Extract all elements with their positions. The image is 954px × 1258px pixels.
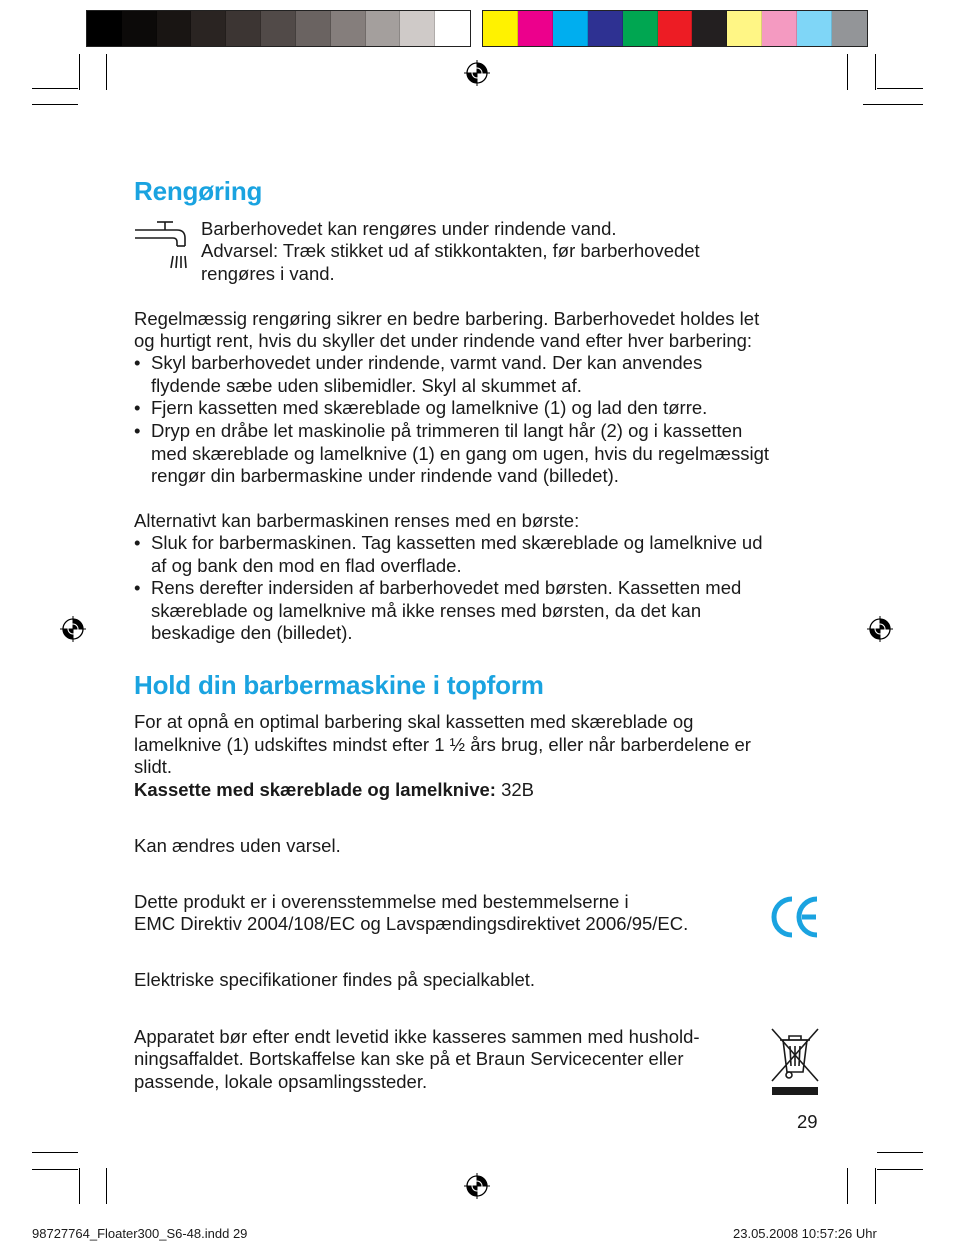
color-swatch [658, 11, 693, 46]
disposal-line: passende, lokale opsamlingssteder. [134, 1071, 428, 1092]
water-tap-icon [133, 220, 189, 272]
intro-line: Advarsel: Træk stikket ud af stikkontakten, før barberhovedet [201, 240, 700, 261]
crop-mark [877, 1152, 923, 1153]
compliance-line: EMC Direktiv 2004/108/EC og Lavspændingsdirektivet 2006/95/EC. [134, 913, 689, 934]
registration-mark-icon [464, 1173, 490, 1199]
footer-file-info: 98727764_Floater300_S6-48.indd 29 [32, 1226, 248, 1241]
paragraph-line: Alternativt kan barbermaskinen renses med en børste: [134, 510, 580, 531]
paragraph-line: lamelknive (1) udskiftes mindst efter 1 ½ års brug, eller når barberdelene er [134, 734, 751, 755]
color-swatch [553, 11, 588, 46]
crop-mark [877, 1169, 923, 1170]
color-swatch [191, 11, 226, 46]
color-swatch [727, 11, 762, 46]
color-swatch [692, 11, 727, 46]
color-swatch [400, 11, 435, 46]
page-number: 29 [797, 1111, 818, 1132]
color-swatch [623, 11, 658, 46]
grayscale-color-bar [86, 10, 471, 47]
paragraph-line: slidt. [134, 756, 173, 777]
crop-mark [106, 54, 107, 90]
crop-mark [875, 54, 876, 90]
paragraph-line: Regelmæssig rengøring sikrer en bedre barbering. Barberhovedet holdes let [134, 308, 760, 329]
crop-mark [79, 54, 80, 90]
color-swatch [483, 11, 518, 46]
registration-mark-icon [867, 616, 893, 642]
color-swatch [226, 11, 261, 46]
registration-mark-icon [464, 60, 490, 86]
crop-mark [106, 1168, 107, 1204]
crop-mark [32, 88, 78, 89]
registration-mark-icon [60, 616, 86, 642]
crop-mark [877, 88, 923, 89]
paragraph-line: For at opnå en optimal barbering skal kassetten med skæreblade og [134, 711, 694, 732]
crop-mark [32, 1152, 78, 1153]
color-swatch [157, 11, 192, 46]
crossed-bin-icon [769, 1026, 821, 1098]
footer-timestamp: 23.05.2008 10:57:26 Uhr [733, 1226, 877, 1241]
crop-mark [863, 104, 923, 105]
notice-text: Kan ændres uden varsel. [134, 835, 341, 856]
color-swatch [296, 11, 331, 46]
color-swatch [87, 11, 122, 46]
color-swatch [366, 11, 401, 46]
section-title-maintenance: Hold din barbermaskine i topform [134, 670, 544, 700]
crop-mark [32, 104, 78, 105]
crop-mark [32, 1169, 78, 1170]
part-value: 32B [495, 779, 534, 800]
color-swatch [797, 11, 832, 46]
electrical-spec-text: Elektriske specifikationer findes på specialkablet. [134, 969, 536, 990]
color-swatch [122, 11, 157, 46]
compliance-line: Dette produkt er i overensstemmelse med bestemmelserne i [134, 891, 629, 912]
ce-mark-icon [770, 895, 822, 939]
crop-mark [847, 54, 848, 90]
crop-mark [847, 1168, 848, 1204]
part-number-line [134, 779, 534, 802]
color-swatch [518, 11, 553, 46]
color-swatch [762, 11, 797, 46]
disposal-line: Apparatet bør efter endt levetid ikke kasseres sammen med hushold- [134, 1026, 700, 1047]
disposal-line: ningsaffaldet. Bortskaffelse kan ske på et Braun Servicecenter eller [134, 1048, 684, 1069]
color-swatch [832, 11, 867, 46]
paragraph-line: og hurtigt rent, hvis du skyller det under rindende vand efter hver barbering: [134, 330, 753, 351]
intro-line: rengøres i vand. [201, 263, 335, 284]
part-label: Kassette med skæreblade og lamelknive: [134, 779, 496, 800]
crop-mark [79, 1168, 80, 1204]
intro-line: Barberhovedet kan rengøres under rindende vand. [201, 218, 617, 239]
color-swatch [588, 11, 623, 46]
color-swatch [331, 11, 366, 46]
section-title-cleaning: Rengøring [134, 176, 263, 206]
process-color-bar [482, 10, 868, 47]
color-swatch [261, 11, 296, 46]
crop-mark [875, 1168, 876, 1204]
color-swatch [435, 11, 470, 46]
